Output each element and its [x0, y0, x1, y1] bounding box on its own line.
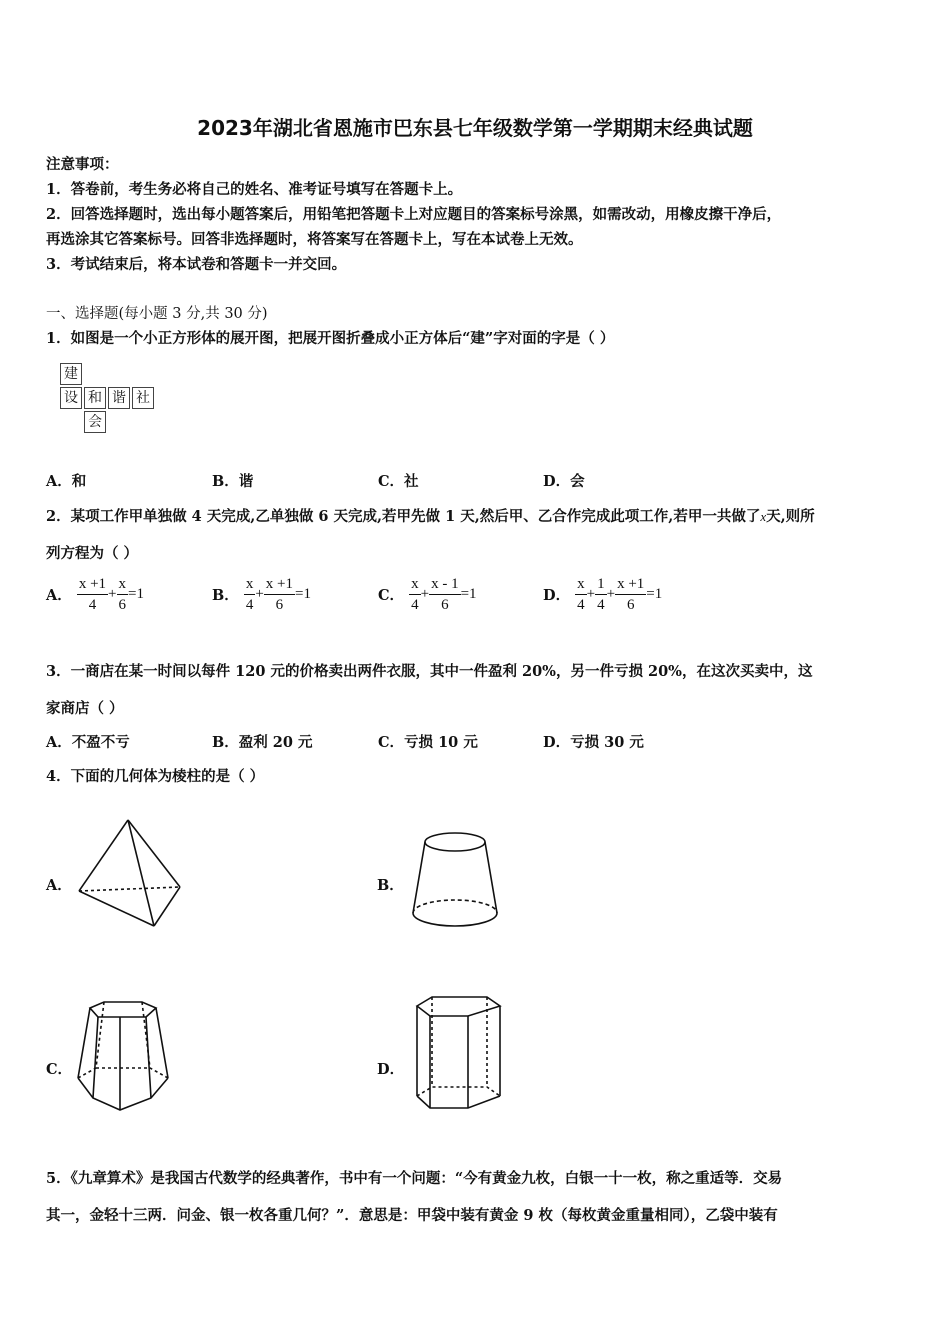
- option-a[interactable]: A．不盈不亏: [46, 734, 130, 751]
- fraction: [615, 574, 646, 615]
- notice-item: 3．考试结束后，将本试卷和答题卡一并交回。: [46, 256, 347, 273]
- option-b-label[interactable]: B．: [377, 877, 404, 894]
- page-title: 2023年湖北省恩施市巴东县七年级数学第一学期期末经典试题: [197, 116, 753, 140]
- option-label: C．: [378, 587, 405, 604]
- plus-sign: +: [586, 586, 596, 602]
- denominator: 6: [275, 597, 284, 613]
- denominator: 4: [577, 597, 585, 613]
- fraction: [429, 574, 461, 615]
- plus-sign: +: [606, 586, 616, 602]
- net-cell: 和: [84, 387, 106, 409]
- question-2-stem-b: 天,则所: [766, 508, 815, 525]
- denominator: 6: [626, 597, 635, 613]
- numerator: x +1: [77, 574, 108, 595]
- numerator: x: [575, 574, 587, 595]
- octagonal-frustum-figure[interactable]: [76, 998, 176, 1116]
- net-cell: 建: [60, 363, 82, 385]
- hexagonal-prism-figure[interactable]: [412, 994, 507, 1114]
- net-cell: 社: [132, 387, 154, 409]
- option-b[interactable]: [212, 574, 311, 615]
- net-cell: 谐: [108, 387, 130, 409]
- option-label: B．: [212, 587, 239, 604]
- notice-item: 再选涂其它答案标号。回答非选择题时，将答案写在答题卡上，写在本试卷上无效。: [46, 231, 583, 248]
- option-c[interactable]: [378, 574, 477, 615]
- option-c[interactable]: C．亏损 10 元: [378, 734, 478, 751]
- equals-one: =1: [128, 586, 144, 602]
- notice-item: 1．答卷前，考生务必将自己的姓名、准考证号填写在答题卡上。: [46, 181, 463, 198]
- question-3-stem-b: 家商店（ ）: [46, 700, 124, 717]
- frustum-figure[interactable]: [405, 828, 505, 938]
- tetrahedron-figure[interactable]: [74, 815, 189, 933]
- option-b[interactable]: B．盈利 20 元: [212, 734, 313, 751]
- notice-item: 2．回答选择题时，选出每小题答案后，用铅笔把答题卡上对应题目的答案标号涂黑，如需改动，用橡皮擦干净后，: [46, 206, 782, 223]
- equals-one: =1: [295, 586, 311, 602]
- numerator: x: [409, 574, 421, 595]
- net-cell: 会: [84, 411, 106, 433]
- net-cell: 设: [60, 387, 82, 409]
- option-d[interactable]: D．亏损 30 元: [543, 734, 644, 751]
- denominator: 6: [118, 597, 127, 613]
- question-3-stem: 3．一商店在某一时间以每件 120 元的价格卖出两件衣服，其中一件盈利 20%，另一件亏损 20%，在这次买卖中，这: [46, 663, 813, 680]
- numerator: x +1: [264, 574, 295, 595]
- option-b[interactable]: B．谐: [212, 473, 254, 490]
- numerator: x +1: [615, 574, 646, 595]
- numerator: x: [117, 574, 129, 595]
- plus-sign: +: [108, 586, 117, 602]
- numerator: x: [244, 574, 256, 595]
- section-heading: 一、选择题(每小题 3 分,共 30 分): [46, 306, 268, 322]
- question-2-stem-a: 2．某项工作甲单独做 4 天完成,乙单独做 6 天完成,若甲先做 1 天,然后甲、乙合作完成此项工作,若甲一共做了: [46, 508, 761, 525]
- fraction: [264, 574, 295, 615]
- option-a[interactable]: A．和: [46, 473, 87, 490]
- denominator: 6: [441, 597, 449, 613]
- option-d[interactable]: D．会: [543, 473, 585, 490]
- option-label: A．: [46, 587, 72, 604]
- fraction: [244, 574, 256, 615]
- question-1-stem: 1．如图是一个小正方形体的展开图，把展开图折叠成小正方体后“建”字对面的字是（ ）: [46, 330, 615, 347]
- question-2-stem-c: 列方程为（ ）: [46, 545, 139, 562]
- denominator: 4: [411, 597, 419, 613]
- option-a-label[interactable]: A．: [46, 877, 72, 894]
- question-2-stem: [46, 505, 815, 526]
- fraction: [575, 574, 587, 615]
- option-d[interactable]: [543, 574, 662, 615]
- fraction: [595, 574, 607, 615]
- option-c-label[interactable]: C．: [46, 1061, 73, 1078]
- denominator: 4: [88, 597, 97, 613]
- option-a[interactable]: [46, 574, 144, 615]
- plus-sign: +: [420, 586, 430, 602]
- fraction: [117, 574, 129, 615]
- numerator: 1: [595, 574, 607, 595]
- question-5-line: 5．《九章算术》是我国古代数学的经典著作，书中有一个问题：“今有黄金九枚，白银一十一枚，称之重适等．交易: [46, 1170, 783, 1187]
- question-5-line: 其一，金轻十三两．问金、银一枚各重几何？”．意思是：甲袋中装有黄金 9 枚（每枚黄金重量相同），乙袋中装有: [46, 1207, 778, 1224]
- equals-one: =1: [460, 586, 477, 602]
- denominator: 4: [597, 597, 605, 613]
- fraction: [409, 574, 421, 615]
- notice-heading: 注意事项：: [46, 156, 119, 173]
- variable-x: x: [760, 509, 767, 524]
- denominator: 4: [245, 597, 254, 613]
- option-d-label[interactable]: D．: [377, 1061, 405, 1078]
- numerator: x - 1: [429, 574, 461, 595]
- equals-one: =1: [646, 586, 663, 602]
- option-c[interactable]: C．社: [378, 473, 419, 490]
- plus-sign: +: [255, 586, 264, 602]
- question-4-stem: 4．下面的几何体为棱柱的是（ ）: [46, 768, 265, 785]
- fraction: [77, 574, 108, 615]
- option-label: D．: [543, 587, 571, 604]
